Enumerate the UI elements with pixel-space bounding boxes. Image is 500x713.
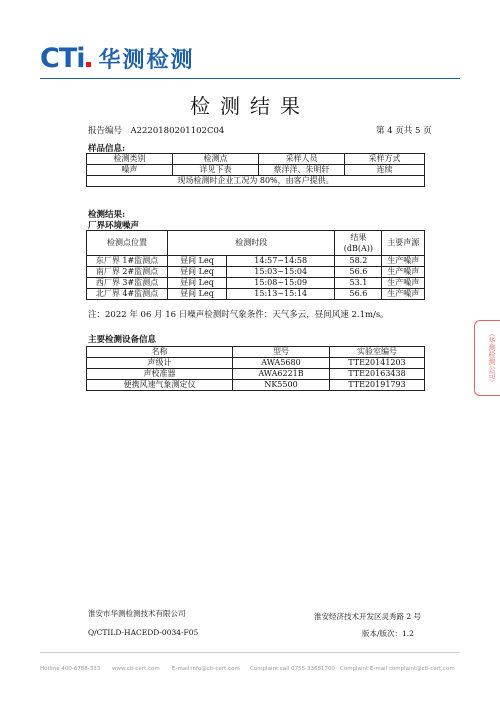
table-header-cell: 主要声源	[382, 231, 425, 256]
table-row	[87, 165, 425, 176]
table-cell: 53.1	[335, 278, 382, 289]
table-header-row	[87, 231, 425, 256]
footer-company: 淮安市华测检测技术有限公司	[88, 609, 186, 618]
table-cell: 西厂界 3#监测点	[87, 278, 168, 289]
company-logo	[40, 44, 195, 72]
table-cell: 15:08~15:09	[227, 278, 335, 289]
table-cell: 生产噪声	[382, 289, 425, 300]
table-row	[87, 256, 425, 267]
table-cell: 便携风速气象测定仪	[87, 380, 233, 391]
table-cell: 噪声	[87, 165, 173, 176]
table-row	[87, 358, 425, 369]
table-cell: 58.2	[335, 256, 382, 267]
footer-hotline: Hotline 400-6788-333	[40, 666, 101, 672]
table-cell: 声校准器	[87, 369, 233, 380]
table-cell: 昼间 Leq	[168, 278, 227, 289]
company-seal-stamp: （华测检测公司）	[474, 320, 500, 396]
table-row	[87, 267, 425, 278]
table-cell: 南厂界 2#监测点	[87, 267, 168, 278]
table-cell: TTE20191793	[330, 380, 425, 391]
results-subheading: 厂界环境噪声	[88, 221, 140, 231]
table-header-cell: 采样人员	[259, 154, 345, 165]
footer-email: E-mail info@cti-cert.com	[172, 666, 240, 672]
table-cell: 昼间 Leq	[168, 256, 227, 267]
table-row	[87, 278, 425, 289]
table-cell: TTE20141203	[330, 358, 425, 369]
table-cell: AWA5680	[233, 358, 330, 369]
report-number: 报告编号 A2220180201102C04	[88, 126, 225, 136]
table-header-cell: 检测时段	[168, 231, 335, 256]
sample-info-heading: 样品信息:	[88, 144, 126, 154]
logo-chinese-name: 华测检测	[98, 47, 195, 73]
table-row	[87, 380, 425, 391]
table-cell: TTE20163438	[330, 369, 425, 380]
footer-complaint-call: Complaint call 0755-33681700	[250, 666, 336, 672]
table-cell: AWA6221B	[233, 369, 330, 380]
table-cell: 14:57~14:58	[227, 256, 335, 267]
table-header-cell: 结果 (dB(A))	[335, 231, 382, 256]
footer-divider	[40, 652, 460, 653]
page-number: 第 4 页共 5 页	[376, 126, 432, 136]
table-cell: 生产噪声	[382, 278, 425, 289]
footer-complaint-email: Complaint E-mail complaint@cti-cert.com	[340, 666, 455, 672]
sample-note: 现场检测时企业工况为 80%，由客户提供。	[87, 176, 425, 187]
table-row	[87, 289, 425, 300]
footer-address: 淮安经济技术开发区灵秀路 2 号	[314, 612, 422, 621]
weather-note: 注：2022 年 06 月 16 日噪声检测时气象条件：天气多云，昼间风速 2.1m/s。	[88, 310, 389, 320]
footer-website: www.cti-cert.com	[112, 666, 160, 672]
sample-info-table	[86, 153, 425, 187]
table-header-cell: 采样方式	[345, 154, 425, 165]
table-cell: 生产噪声	[382, 256, 425, 267]
table-row	[87, 176, 425, 187]
logo-mark: CTi	[40, 42, 85, 74]
table-cell: 15:13~15:14	[227, 289, 335, 300]
table-cell: 声级计	[87, 358, 233, 369]
table-header-row	[87, 154, 425, 165]
footer-version: 版本/版次：1.2	[362, 629, 414, 638]
table-cell: 蔡洋洋、朱明轩	[259, 165, 345, 176]
table-header-cell: 型号	[233, 347, 330, 358]
equipment-heading: 主要检测设备信息	[88, 335, 157, 345]
table-cell: 东厂界 1#监测点	[87, 256, 168, 267]
noise-results-table	[86, 230, 425, 300]
page-title: 检测结果	[190, 94, 310, 118]
table-cell: 15:03~15:04	[227, 267, 335, 278]
table-cell: 56.6	[335, 267, 382, 278]
table-header-cell: 实验室编号	[330, 347, 425, 358]
table-header-row	[87, 347, 425, 358]
table-cell: 连续	[345, 165, 425, 176]
header-divider	[40, 78, 460, 79]
table-cell: NK5500	[233, 380, 330, 391]
table-header-cell: 检测点位置	[87, 231, 168, 256]
footer-document-code: Q/CTILD-HACEDD-0034-F05	[88, 628, 199, 637]
table-row	[87, 369, 425, 380]
table-header-cell: 检测点	[173, 154, 259, 165]
table-header-cell: 名称	[87, 347, 233, 358]
logo-dot	[86, 62, 91, 67]
table-header-cell: 检测类别	[87, 154, 173, 165]
table-cell: 昼间 Leq	[168, 289, 227, 300]
equipment-table	[86, 346, 425, 391]
results-heading: 检测结果:	[88, 210, 126, 220]
table-cell: 56.6	[335, 289, 382, 300]
table-cell: 详见下表	[173, 165, 259, 176]
table-cell: 北厂界 4#监测点	[87, 289, 168, 300]
table-cell: 生产噪声	[382, 267, 425, 278]
table-cell: 昼间 Leq	[168, 267, 227, 278]
